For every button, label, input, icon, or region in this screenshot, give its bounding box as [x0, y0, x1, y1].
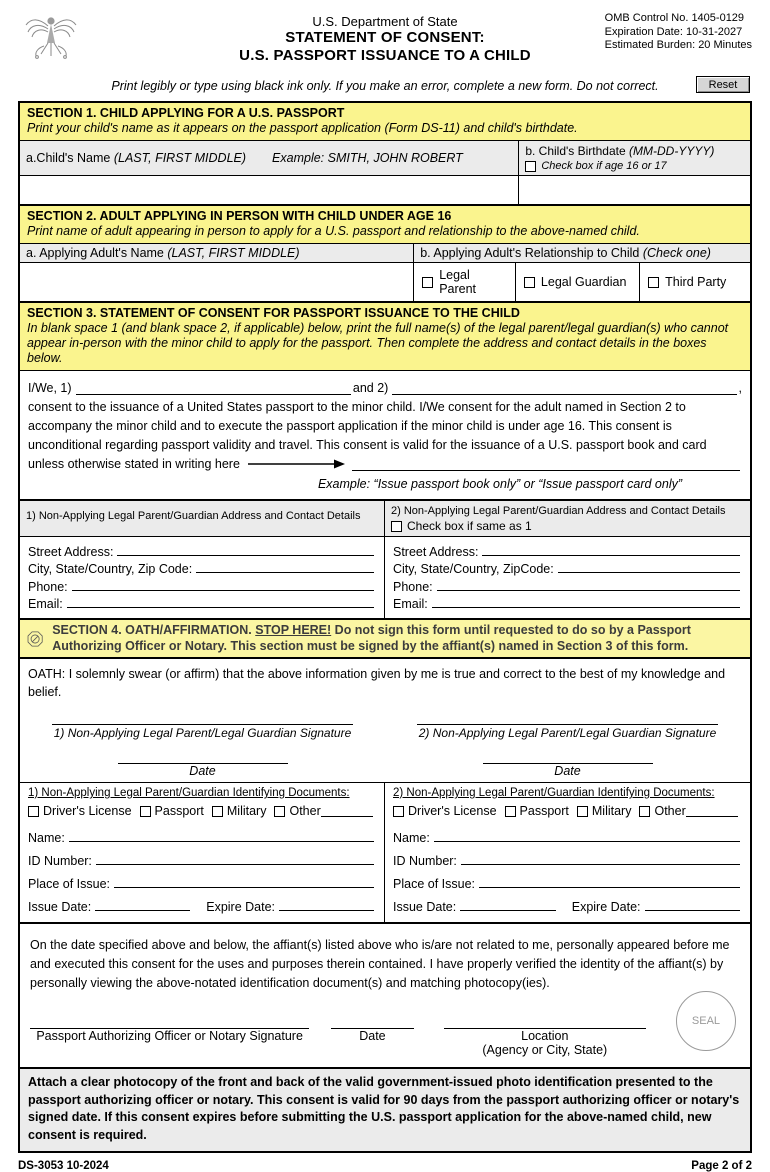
attach-photocopy-note: Attach a clear photocopy of the front and back of the valid government-issued photo identification presented to the passport authorizing officer or notary. This consent is valid for 90 days from the passport authorizing officer or notary's signed date. If this consent expires before submitting the U.S. passport application for the above-named child, new consent is required.	[18, 1067, 752, 1153]
checkbox-drivers-license-2[interactable]	[393, 806, 404, 817]
issue-date-1-input[interactable]	[95, 910, 190, 911]
checkbox-other-1[interactable]	[274, 806, 285, 817]
adult-name-label: a. Applying Adult's Name	[26, 246, 168, 260]
adult-name-input[interactable]	[20, 263, 414, 301]
signature1-block	[20, 709, 385, 782]
military-2-label: Military	[591, 804, 632, 818]
reset-button[interactable]: Reset	[696, 76, 750, 93]
notary-signature-row	[30, 1015, 740, 1057]
child-name-example: Example: SMITH, JOHN ROBERT	[272, 151, 463, 165]
checkbox-legal-parent[interactable]	[422, 277, 433, 288]
city1-input[interactable]	[196, 572, 374, 573]
omb-burden: Estimated Burden: 20 Minutes	[604, 39, 752, 51]
notary-location-block	[436, 1015, 654, 1057]
agency-name: U.S. Department of State	[312, 14, 458, 29]
place-of-issue-1-label: Place of Issue:	[28, 877, 110, 891]
id-number-2-input[interactable]	[461, 864, 740, 865]
section1-header	[20, 103, 750, 141]
child-birthdate-input[interactable]	[519, 176, 750, 204]
checkbox-other-2[interactable]	[639, 806, 650, 817]
date2-input[interactable]	[483, 750, 653, 764]
email1-label: Email:	[28, 597, 63, 611]
relationship-label-cell	[414, 244, 750, 262]
documents2-header: 2) Non-Applying Legal Parent/Guardian Identifying Documents:	[393, 787, 715, 799]
section2	[18, 204, 752, 303]
drivers-license-2-label: Driver's License	[408, 804, 497, 818]
drivers-license-1-label: Driver's License	[43, 804, 132, 818]
street2-label: Street Address:	[393, 544, 479, 559]
section1-label-row	[20, 141, 750, 176]
form-header	[18, 8, 752, 74]
name-1-input[interactable]	[69, 841, 374, 842]
other-1-input[interactable]	[321, 805, 373, 817]
iwe-label: I/We, 1)	[28, 381, 72, 395]
section3-title: SECTION 3. STATEMENT OF CONSENT FOR PASSPORT ISSUANCE TO THE CHILD	[27, 306, 520, 320]
issue-date-2-label: Issue Date:	[393, 900, 457, 914]
writing-example: Example: “Issue passport book only” or “Issue passport card only”	[317, 477, 683, 491]
street2-input[interactable]	[482, 555, 740, 556]
section2-subtitle: Print name of adult appearing in person to apply for a U.S. passport and relationship to the above-named child.	[27, 224, 640, 238]
passport-2-label: Passport	[519, 804, 569, 818]
notary-location-label: Location	[521, 1029, 569, 1043]
omb-control: OMB Control No. 1405-0129	[604, 12, 745, 24]
expire-date-2-label: Expire Date:	[571, 900, 641, 914]
address2-header: 2) Non-Applying Legal Parent/Guardian Address and Contact Details	[391, 505, 726, 517]
notary-date-block	[323, 1015, 435, 1057]
form-number: DS-3053 10-2024	[18, 1160, 109, 1172]
adult-name-label-cell	[20, 244, 414, 262]
child-name-label-cell	[20, 141, 519, 175]
child-name-input[interactable]	[20, 176, 519, 204]
same-as-1-label: Check box if same as 1	[407, 519, 532, 533]
comma: ,	[738, 381, 742, 395]
section3	[18, 301, 752, 620]
documents1-block	[20, 783, 385, 922]
expire-date-1-label: Expire Date:	[206, 900, 276, 914]
notary-signature-label: Passport Authorizing Officer or Notary Signature	[36, 1029, 303, 1043]
form-title-line2: U.S. PASSPORT ISSUANCE TO A CHILD	[239, 47, 531, 64]
child-name-label: a.Child's Name	[26, 151, 114, 165]
expire-date-2-input[interactable]	[645, 910, 741, 911]
section2-header	[20, 206, 750, 244]
stop-sign-icon	[27, 624, 43, 654]
relationship-check-one: (Check one)	[642, 246, 711, 260]
relationship-label: b. Applying Adult's Relationship to Child	[420, 246, 643, 260]
checkbox-passport-1[interactable]	[140, 806, 151, 817]
form-title-line1: STATEMENT OF CONSENT:	[285, 29, 485, 46]
email2-input[interactable]	[432, 607, 740, 608]
documents1-header: 1) Non-Applying Legal Parent/Guardian Identifying Documents:	[28, 787, 350, 799]
notary-date-label: Date	[359, 1029, 386, 1043]
address1-header: 1) Non-Applying Legal Parent/Guardian Address and Contact Details	[20, 501, 385, 536]
street1-input[interactable]	[117, 555, 374, 556]
checkbox-age-16-17-label: Check box if age 16 or 17	[541, 160, 667, 172]
consent-statement	[20, 371, 750, 499]
documents1-options	[28, 804, 376, 818]
relationship-options	[414, 263, 750, 301]
legal-guardian-label: Legal Guardian	[540, 275, 627, 289]
phone1-input[interactable]	[72, 590, 374, 591]
identifying-documents-row	[20, 782, 750, 922]
address1-fields	[20, 537, 385, 618]
page-footer	[18, 1160, 752, 1172]
omb-expiration: Expiration Date: 10-31-2027	[604, 25, 743, 38]
address2-header-cell	[385, 501, 750, 536]
documents2-options	[393, 804, 742, 818]
checkbox-passport-2[interactable]	[505, 806, 516, 817]
name-1-label: Name:	[28, 831, 65, 845]
phone2-input[interactable]	[437, 590, 740, 591]
street1-label: Street Address:	[28, 544, 114, 559]
notary-paragraph: On the date specified above and below, the affiant(s) listed above who is/are not related to me, personally appeared before me and executed this consent for the uses and purposes therein contained. I have properly verified the identity of the affiant(s) by personally viewing the above-notated identification document(s) and matching photocopy(ies).	[30, 938, 730, 990]
omb-block	[605, 12, 752, 53]
issue-date-1-label: Issue Date:	[28, 900, 92, 914]
section1	[18, 101, 752, 206]
other-2-label: Other	[654, 804, 686, 818]
consent-paragraph: consent to the issuance of a United States passport to the minor child. I/We consent for the adult named in Section 2 to accompany the minor child and to execute the passport application if the minor child is under age 16. This consent is unconditional regarding passport validity and travel. This consent is valid for the issuance of a U.S. passport book and card	[28, 400, 707, 452]
option-third-party[interactable]	[639, 263, 750, 301]
id-number-1-input[interactable]	[96, 864, 374, 865]
consent-names-line	[28, 379, 742, 398]
child-birthdate-format: (MM-DD-YYYY)	[629, 144, 715, 158]
section4-title-prefix: SECTION 4. OATH/AFFIRMATION.	[52, 623, 256, 637]
phone1-label: Phone:	[28, 579, 68, 594]
place-of-issue-1-input[interactable]	[114, 887, 374, 888]
address-header-row	[20, 499, 750, 537]
date2-label: Date	[554, 764, 581, 778]
adult-name-format: (LAST, FIRST MIDDLE)	[167, 246, 300, 260]
notary-location-sub: (Agency or City, State)	[482, 1043, 608, 1057]
checkbox-military-1[interactable]	[212, 806, 223, 817]
signature-row	[20, 703, 750, 782]
date1-input[interactable]	[118, 750, 288, 764]
address-body	[20, 537, 750, 618]
third-party-label: Third Party	[665, 275, 727, 289]
id-number-1-label: ID Number:	[28, 854, 92, 868]
section3-subtitle: In blank space 1 (and blank space 2, if applicable) below, print the full name(s) of the legal parent/legal guardian(s) who cannot appear in-person with the minor child to apply for the passport. Then complete the address and contact details in the boxes below.	[27, 321, 729, 365]
child-birthdate-label-cell	[519, 141, 750, 175]
city2-label: City, State/Country, ZipCode:	[393, 562, 554, 576]
city2-input[interactable]	[558, 572, 740, 573]
military-1-label: Military	[226, 804, 267, 818]
email2-label: Email:	[393, 597, 428, 611]
child-name-format: (LAST, FIRST MIDDLE)	[113, 151, 247, 165]
seal-placeholder: SEAL	[676, 991, 736, 1051]
email1-input[interactable]	[67, 607, 374, 608]
writing-restriction-input[interactable]	[352, 470, 740, 471]
instruction-row	[18, 77, 752, 97]
section4-title-rest: Do not sign this form until requested to do so by a Passport Authorizing Officer or Notary. This section must be signed by the affiant(s) named in Section 3 of this form.	[52, 623, 691, 653]
stop-here-text: STOP HERE!	[255, 623, 332, 637]
checkbox-military-2[interactable]	[577, 806, 588, 817]
passport-1-label: Passport	[154, 804, 204, 818]
place-of-issue-2-label: Place of Issue:	[393, 877, 475, 891]
city1-label: City, State/Country, Zip Code:	[28, 562, 193, 576]
arrow-icon	[246, 458, 346, 470]
section1-input-row	[20, 176, 750, 204]
notary-signature-input[interactable]	[30, 1015, 309, 1029]
signature2-input[interactable]	[417, 709, 718, 725]
notary-block	[18, 922, 752, 1069]
legal-parent-label: Legal Parent	[439, 268, 477, 296]
signature2-label: 2) Non-Applying Legal Parent/Legal Guardian Signature	[418, 726, 717, 740]
and2-label: and 2)	[352, 381, 389, 395]
checkbox-same-as-1[interactable]	[391, 521, 402, 532]
checkbox-age-16-17[interactable]	[525, 161, 536, 172]
section4-header	[18, 618, 752, 659]
notary-signature-block	[30, 1015, 323, 1057]
section3-header	[20, 303, 750, 371]
section2-title: SECTION 2. ADULT APPLYING IN PERSON WITH CHILD UNDER AGE 16	[27, 209, 452, 223]
option-legal-guardian[interactable]	[515, 263, 639, 301]
signature2-block	[385, 709, 750, 782]
notary-location-input[interactable]	[444, 1015, 646, 1029]
documents2-block	[385, 783, 750, 922]
checkbox-drivers-license-1[interactable]	[28, 806, 39, 817]
expire-date-1-input[interactable]	[279, 910, 374, 911]
child-birthdate-label: b. Child's Birthdate	[525, 144, 629, 158]
signature1-input[interactable]	[52, 709, 353, 725]
section1-title: SECTION 1. CHILD APPLYING FOR A U.S. PASSPORT	[27, 106, 345, 120]
instruction-text: Print legibly or type using black ink only. If you make an error, complete a new form. Do not correct.	[111, 79, 659, 93]
signature1-label: 1) Non-Applying Legal Parent/Legal Guardian Signature	[53, 726, 352, 740]
option-legal-parent[interactable]	[414, 263, 515, 301]
name-2-label: Name:	[393, 831, 430, 845]
date1-label: Date	[189, 764, 216, 778]
other-1-label: Other	[289, 804, 321, 818]
address2-fields	[385, 537, 750, 618]
name-2-input[interactable]	[434, 841, 740, 842]
section4-title	[52, 623, 743, 654]
section1-subtitle: Print your child's name as it appears on the passport application (Form DS-11) and child's birthdate.	[27, 121, 578, 135]
id-number-2-label: ID Number:	[393, 854, 457, 868]
parent-name-2-input[interactable]	[392, 394, 736, 395]
section2-label-row	[20, 244, 750, 263]
parent-name-1-input[interactable]	[76, 394, 351, 395]
notary-date-input[interactable]	[331, 1015, 413, 1029]
place-of-issue-2-input[interactable]	[479, 887, 740, 888]
section4-body	[18, 657, 752, 924]
checkbox-legal-guardian[interactable]	[524, 277, 535, 288]
phone2-label: Phone:	[393, 579, 433, 594]
department-seal-eagle-icon	[22, 10, 80, 62]
checkbox-third-party[interactable]	[648, 277, 659, 288]
page-number: Page 2 of 2	[691, 1160, 752, 1172]
oath-text: OATH: I solemnly swear (or affirm) that the above information given by me is true and correct to the best of my knowledge and belief.	[28, 667, 726, 699]
writing-here-label: unless otherwise stated in writing here	[28, 457, 240, 471]
section2-input-row	[20, 263, 750, 301]
other-2-input[interactable]	[686, 805, 738, 817]
issue-date-2-input[interactable]	[460, 910, 556, 911]
writing-restriction-line	[28, 455, 742, 474]
